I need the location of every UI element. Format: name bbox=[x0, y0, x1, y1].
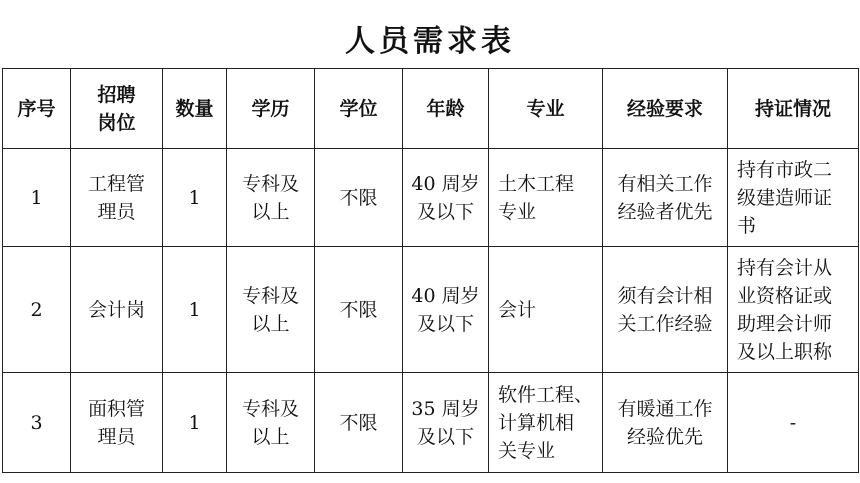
cell-position: 工程管 理员 bbox=[71, 149, 163, 247]
cell-education: 专科及 以上 bbox=[227, 247, 315, 373]
cell-major: 软件工程、 计算机相 关专业 bbox=[489, 373, 603, 473]
header-cell-certificate: 持证情况 bbox=[728, 69, 859, 149]
cell-no: 2 bbox=[3, 247, 71, 373]
cell-certificate: 持有市政二 级建造师证 书 bbox=[728, 149, 859, 247]
page-title: 人员需求表 bbox=[345, 24, 515, 59]
cell-count: 1 bbox=[163, 373, 227, 473]
cell-age: 35 周岁 及以下 bbox=[403, 373, 489, 473]
cell-certificate: - bbox=[728, 373, 859, 473]
requirements-table bbox=[2, 68, 859, 473]
header-cell-experience: 经验要求 bbox=[603, 69, 728, 149]
cell-age: 40 周岁 及以下 bbox=[403, 149, 489, 247]
table-row bbox=[3, 247, 859, 373]
header-cell-position: 招聘 岗位 bbox=[71, 69, 163, 149]
cell-education: 专科及 以上 bbox=[227, 149, 315, 247]
table-row bbox=[3, 373, 859, 473]
cell-count: 1 bbox=[163, 247, 227, 373]
cell-position: 会计岗 bbox=[71, 247, 163, 373]
header-cell-count: 数量 bbox=[163, 69, 227, 149]
cell-certificate: 持有会计从 业资格证或 助理会计师 及以上职称 bbox=[728, 247, 859, 373]
cell-degree: 不限 bbox=[315, 247, 403, 373]
table-row bbox=[3, 149, 859, 247]
cell-degree: 不限 bbox=[315, 149, 403, 247]
cell-education: 专科及 以上 bbox=[227, 373, 315, 473]
cell-experience: 须有会计相 关工作经验 bbox=[603, 247, 728, 373]
table-header-row bbox=[3, 69, 859, 149]
cell-major: 土木工程 专业 bbox=[489, 149, 603, 247]
cell-experience: 有相关工作 经验者优先 bbox=[603, 149, 728, 247]
cell-major: 会计 bbox=[489, 247, 603, 373]
header-cell-education: 学历 bbox=[227, 69, 315, 149]
cell-no: 1 bbox=[3, 149, 71, 247]
cell-count: 1 bbox=[163, 149, 227, 247]
header-cell-age: 年龄 bbox=[403, 69, 489, 149]
cell-experience: 有暖通工作 经验优先 bbox=[603, 373, 728, 473]
cell-age: 40 周岁 及以下 bbox=[403, 247, 489, 373]
header-cell-degree: 学位 bbox=[315, 69, 403, 149]
header-cell-no: 序号 bbox=[3, 69, 71, 149]
cell-position: 面积管 理员 bbox=[71, 373, 163, 473]
cell-no: 3 bbox=[3, 373, 71, 473]
header-cell-major: 专业 bbox=[489, 69, 603, 149]
cell-degree: 不限 bbox=[315, 373, 403, 473]
